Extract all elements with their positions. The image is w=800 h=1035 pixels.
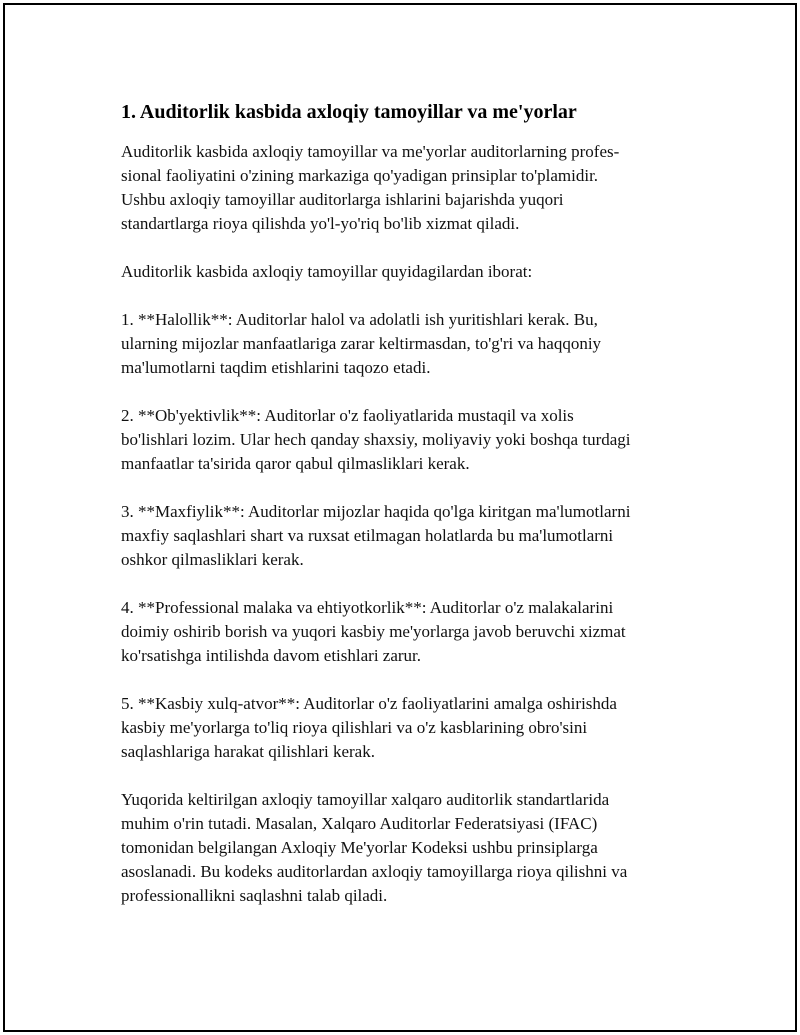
paragraph: 2. **Ob'yektivlik**: Auditorlar o'z faoliyatlarida mustaqil va xolis bo'lishlari lozim. Ular hech qanday shaxsiy, moliyaviy yoki boshqa turdagi manfaatlar ta'sirida qaror qabul qilmasliklari kerak. bbox=[121, 406, 631, 473]
document-title: 1. Auditorlik kasbida axloqiy tamoyillar va me'yorlar bbox=[121, 101, 577, 123]
paragraph: 4. **Professional malaka va ehtiyotkorlik**: Auditorlar o'z malakalarini doimiy oshirib borish va yuqori kasbiy me'yorlarga javob beruvchi xizmat ko'rsatishga intilishda davom etishlari zarur. bbox=[121, 598, 626, 665]
paragraph: 5. **Kasbiy xulq-atvor**: Auditorlar o'z faoliyatlarini amalga oshirishda kasbiy me'yorlarga to'liq rioya qilishlari va o'z kasblarining obro'sini saqlashlariga harakat qilishlari kerak. bbox=[121, 694, 617, 761]
document-body bbox=[121, 98, 681, 932]
paragraph: Yuqorida keltirilgan axloqiy tamoyillar xalqaro auditorlik standartlarida muhim o'rin tutadi. Masalan, Xalqaro Auditorlar Federatsiyasi (IFAC) tomonidan belgilangan Axloqiy Me'yorlar Kodeksi ushbu prinsiplarga asoslanadi. Bu kodeks auditorlardan axloqiy tamoyillarga rioya qilishni va professionallikni saqlashni talab qiladi. bbox=[121, 790, 628, 905]
paragraph: 3. **Maxfiylik**: Auditorlar mijozlar haqida qo'lga kiritgan ma'lumotlarni maxfiy saqlashlari shart va ruxsat etilmagan holatlarda bu ma'lumotlarni oshkor qilmasliklari kerak. bbox=[121, 502, 631, 569]
page-frame bbox=[3, 3, 797, 1032]
paragraph-list bbox=[121, 140, 681, 908]
paragraph: Auditorlik kasbida axloqiy tamoyillar va me'yorlar auditorlarning profes- sional faoliyatini o'zining markaziga qo'yadigan prinsiplar to'plamidir. Ushbu axloqiy tamoyillar auditorlarga ishlarini bajarishda yuqori standartlarga rioya qilishda yo'l-yo'riq bo'lib xizmat qiladi. bbox=[121, 142, 620, 233]
paragraph: 1. **Halollik**: Auditorlar halol va adolatli ish yuritishlari kerak. Bu, ularning mijozlar manfaatlariga zarar keltirmasdan, to'g'ri va haqqoniy ma'lumotlarni taqdim etishlarini taqozo etadi. bbox=[121, 310, 602, 377]
paragraph: Auditorlik kasbida axloqiy tamoyillar quyidagilardan iborat: bbox=[121, 262, 533, 281]
